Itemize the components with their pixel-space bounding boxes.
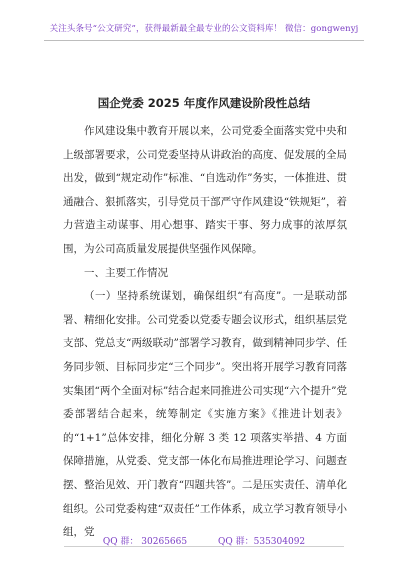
- footer-qq-group-1: QQ 群： 30265665: [102, 537, 188, 547]
- header-divider: [44, 40, 364, 41]
- footer-qq-group-2: QQ 群：535304092: [218, 537, 306, 547]
- document-body: [63, 120, 347, 545]
- body-paragraph: （一）坚持系统谋划，确保组织“有高度”。一是联动部署、精细化安排。公司党委以党委专题会议形式，组织基层党支部、党总支“两级联动”部署学习教育，做到精神同步学、任务同步领、目标同步定“三个同步”。突出将开展学习教育同落实集团“两个全面对标”结合起来同推进公司实现“六个提升”党委部署结合起来，统筹制定《实施方案》《推进计划表》的“1+1”总体安排，细化分解 3 类 12 项落实举措、4 方面保障措施，从党委、党支部一体化布局推进理论学习、问题查摆、整治见效、开门教育“四题共答”。二是压实责任、清单化组织。公司党委构建“双责任”工作体系，成立学习教育领导小组，党: [63, 290, 347, 539]
- document-title: 国企党委 2025 年度作风建设阶段性总结: [97, 96, 311, 110]
- header-note: 关注头条号“公文研究”，获得最新最全最专业的公文资料库！ 微信：gongwenyj: [49, 24, 359, 34]
- footer-divider: [64, 546, 344, 547]
- intro-paragraph: 作风建设集中教育开展以来，公司党委全面落实党中央和上级部署要求，公司党委坚持从讲政治的高度、促发展的全局出发，做到“规定动作”标准、“自选动作”务实，一体推进、贯通融合、狠抓落实，引导党员干部严守作风建设“铁规矩”，着力营造主动谋事、用心想事、踏实干事、努力成事的浓厚氛围，为公司高质量发展提供坚强作风保障。: [63, 125, 347, 255]
- section-heading: 一、主要工作情况: [84, 266, 168, 279]
